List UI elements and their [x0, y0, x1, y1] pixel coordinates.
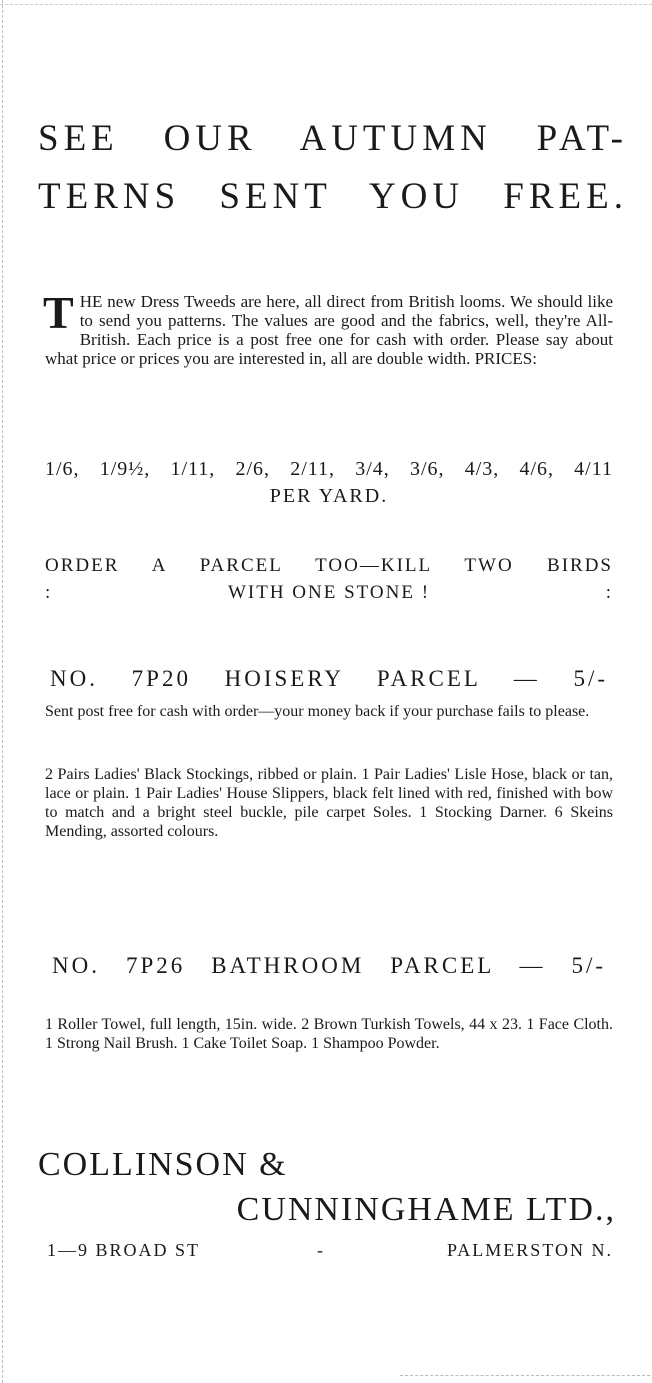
company-name-line-2: CUNNINGHAME LTD., — [236, 1191, 616, 1228]
order-slogan-line-1: ORDER A PARCEL TOO—KILL TWO BIRDS — [45, 555, 613, 576]
price-list — [45, 456, 613, 510]
scan-edge-left — [2, 0, 4, 1383]
headline-line-1: SEE OUR AUTUMN PAT- — [38, 118, 628, 159]
colon-left: : — [45, 582, 53, 603]
colon-right: : — [605, 582, 613, 603]
address-town: PALMERSTON N. — [446, 1240, 613, 1260]
drop-cap: T — [43, 287, 74, 338]
address-street: 1—9 BROAD ST — [47, 1240, 201, 1260]
company-name-line-1: COLLINSON & — [38, 1146, 288, 1183]
order-slogan-line-2-wrap — [45, 579, 613, 606]
order-slogan — [45, 552, 613, 606]
hosiery-parcel-description: Sent post free for cash with order—your money back if your purchase fails to please. — [45, 703, 590, 720]
company-name — [38, 1142, 616, 1232]
price-unit: PER YARD. — [269, 485, 389, 507]
scan-edge-bottom — [400, 1375, 650, 1376]
bathroom-parcel-title: NO. 7P26 BATHROOM PARCEL — 5/- — [52, 953, 606, 978]
scan-edge-top — [0, 4, 652, 5]
address-separator: - — [317, 1240, 325, 1260]
hosiery-parcel-items: 2 Pairs Ladies' Black Stockings, ribbed or plain. 1 Pair Ladies' Lisle Hose, black or tan, lace or plain. 1 Pair Ladies' House Slippers, black felt lined with red, finished with bow to match and a bright steel buckle, pile carpet Soles. 1 Stocking Darner. 6 Skeins Mending, assorted colours. — [45, 766, 613, 840]
intro-text: HE new Dress Tweeds are here, all direct from British looms. We should like to send you patterns. The values are good and the fabrics, well, they're All-British. Each price is a post free one for cash with order. Please say about what price or prices you are interested in, all are double width. PRICES: — [45, 292, 613, 368]
headline — [38, 110, 628, 226]
order-slogan-line-2: WITH ONE STONE ! — [227, 582, 431, 603]
bathroom-parcel-items: 1 Roller Towel, full length, 15in. wide. 2 Brown Turkish Towels, 44 x 23. 1 Face Cloth. 1 Strong Nail Brush. 1 Cake Toilet Soap. 1 Shampoo Powder. — [45, 1016, 613, 1052]
intro-paragraph — [43, 287, 613, 368]
headline-line-2: TERNS SENT YOU FREE. — [38, 176, 628, 217]
hosiery-parcel-title: NO. 7P20 HOISERY PARCEL — 5/- — [50, 666, 608, 691]
price-values: 1/6, 1/9½, 1/11, 2/6, 2/11, 3/4, 3/6, 4/3, 4/6, 4/11 — [45, 458, 613, 480]
